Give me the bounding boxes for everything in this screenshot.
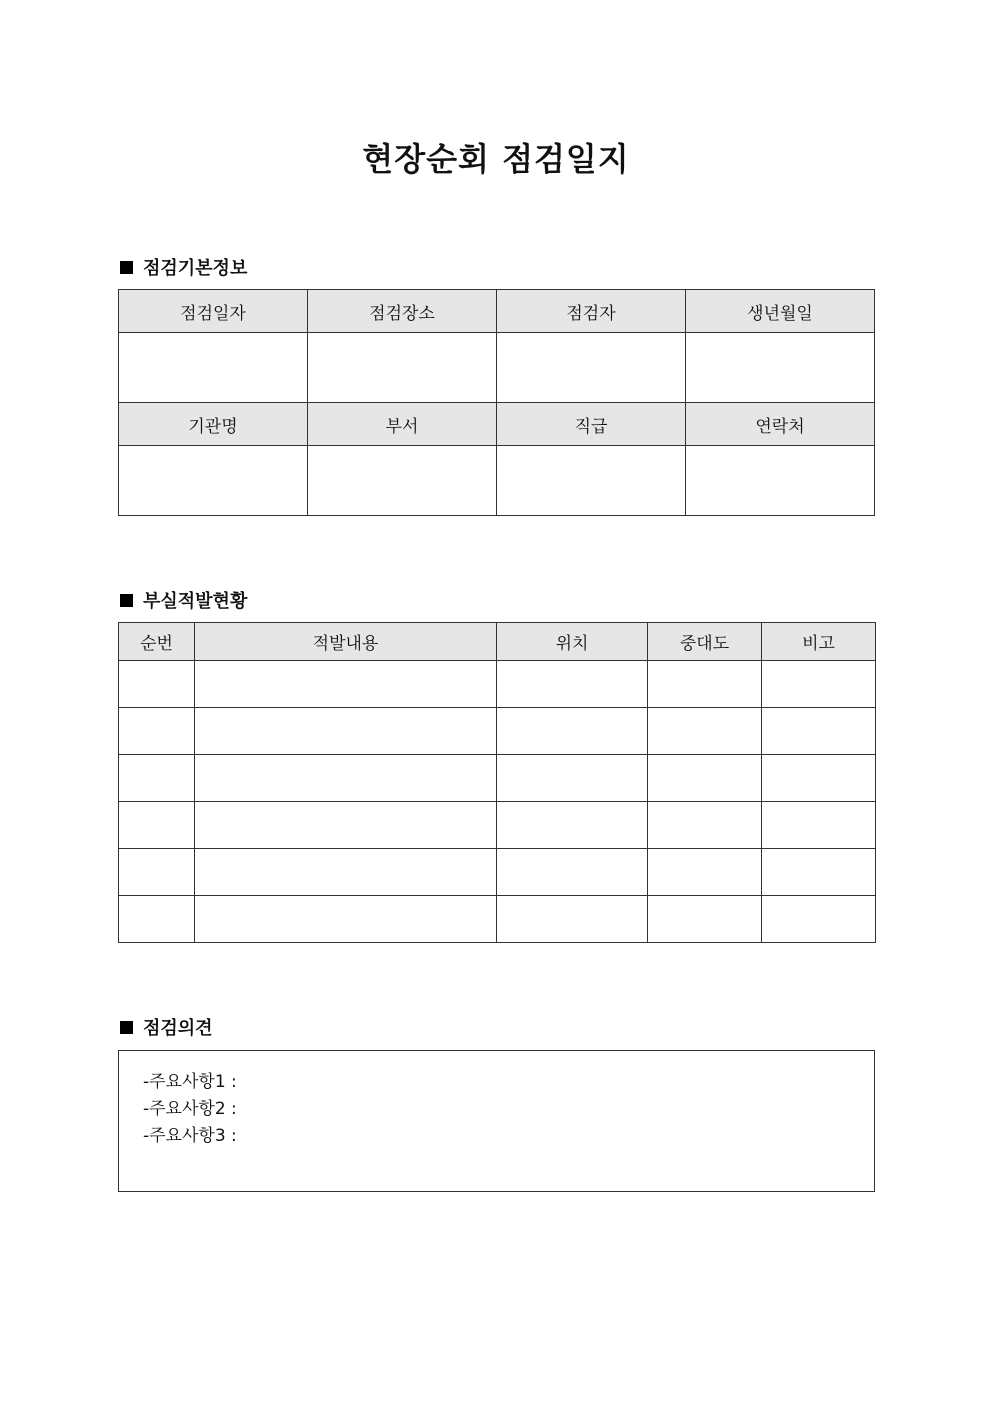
opinion-line-1: -주요사항1 :: [143, 1072, 237, 1092]
contact-cell[interactable]: [686, 446, 875, 516]
table-cell[interactable]: [195, 708, 497, 755]
position-cell[interactable]: [497, 446, 686, 516]
inspection-date-cell[interactable]: [119, 333, 308, 403]
basic-info-table: [118, 289, 875, 516]
table-cell[interactable]: [497, 849, 648, 896]
inspection-place-cell[interactable]: [308, 333, 497, 403]
table-cell[interactable]: [195, 896, 497, 943]
table-cell[interactable]: [762, 896, 876, 943]
header-finding-content: 적발내용: [195, 623, 497, 661]
table-cell[interactable]: [497, 896, 648, 943]
header-inspector: 점검자: [497, 290, 686, 333]
findings-table: [118, 622, 876, 943]
table-cell[interactable]: [497, 755, 648, 802]
table-cell[interactable]: [119, 755, 195, 802]
header-contact: 연락처: [686, 403, 875, 446]
table-cell[interactable]: [648, 849, 762, 896]
table-cell[interactable]: [119, 802, 195, 849]
table-cell[interactable]: [497, 708, 648, 755]
basic-info-header-row-1: [119, 290, 875, 333]
square-bullet-icon: [120, 261, 133, 274]
basic-info-header-row-2: [119, 403, 875, 446]
section-heading-findings: [120, 587, 247, 613]
opinion-line-3: -주요사항3 :: [143, 1126, 237, 1146]
square-bullet-icon: [120, 1021, 133, 1034]
table-cell[interactable]: [195, 802, 497, 849]
header-inspection-date: 점검일자: [119, 290, 308, 333]
header-number: 순번: [119, 623, 195, 661]
table-cell[interactable]: [648, 755, 762, 802]
table-cell[interactable]: [762, 755, 876, 802]
square-bullet-icon: [120, 594, 133, 607]
header-location: 위치: [497, 623, 648, 661]
table-cell[interactable]: [762, 849, 876, 896]
section-heading-label: 점검의견: [143, 1018, 213, 1039]
table-cell[interactable]: [119, 896, 195, 943]
basic-info-value-row-1: [119, 333, 875, 403]
table-cell[interactable]: [497, 802, 648, 849]
opinion-box[interactable]: [118, 1050, 875, 1192]
table-cell[interactable]: [762, 708, 876, 755]
table-cell[interactable]: [648, 708, 762, 755]
inspector-cell[interactable]: [497, 333, 686, 403]
section-heading-label: 부실적발현황: [143, 591, 248, 612]
table-cell[interactable]: [762, 802, 876, 849]
birth-date-cell[interactable]: [686, 333, 875, 403]
header-position: 직급: [497, 403, 686, 446]
table-row: [119, 849, 876, 896]
opinion-lines: [143, 1069, 237, 1150]
header-inspection-place: 점검장소: [308, 290, 497, 333]
opinion-line-2: -주요사항2 :: [143, 1099, 237, 1119]
table-cell[interactable]: [119, 661, 195, 708]
table-cell[interactable]: [195, 661, 497, 708]
table-cell[interactable]: [648, 802, 762, 849]
header-remarks: 비고: [762, 623, 876, 661]
organization-cell[interactable]: [119, 446, 308, 516]
table-cell[interactable]: [195, 755, 497, 802]
findings-header-row: [119, 623, 876, 661]
section-heading-basic-info: [120, 254, 247, 280]
table-cell[interactable]: [119, 849, 195, 896]
basic-info-value-row-2: [119, 446, 875, 516]
section-heading-label: 점검기본정보: [143, 258, 248, 279]
header-birth-date: 생년월일: [686, 290, 875, 333]
table-row: [119, 661, 876, 708]
section-heading-opinion: [120, 1014, 213, 1040]
table-row: [119, 896, 876, 943]
table-cell[interactable]: [648, 896, 762, 943]
table-row: [119, 708, 876, 755]
page-title: 현장순회 점검일지: [362, 140, 630, 178]
header-organization: 기관명: [119, 403, 308, 446]
table-row: [119, 755, 876, 802]
table-cell[interactable]: [762, 661, 876, 708]
table-row: [119, 802, 876, 849]
table-cell[interactable]: [648, 661, 762, 708]
header-severity: 중대도: [648, 623, 762, 661]
table-cell[interactable]: [497, 661, 648, 708]
header-department: 부서: [308, 403, 497, 446]
table-cell[interactable]: [119, 708, 195, 755]
table-cell[interactable]: [195, 849, 497, 896]
department-cell[interactable]: [308, 446, 497, 516]
